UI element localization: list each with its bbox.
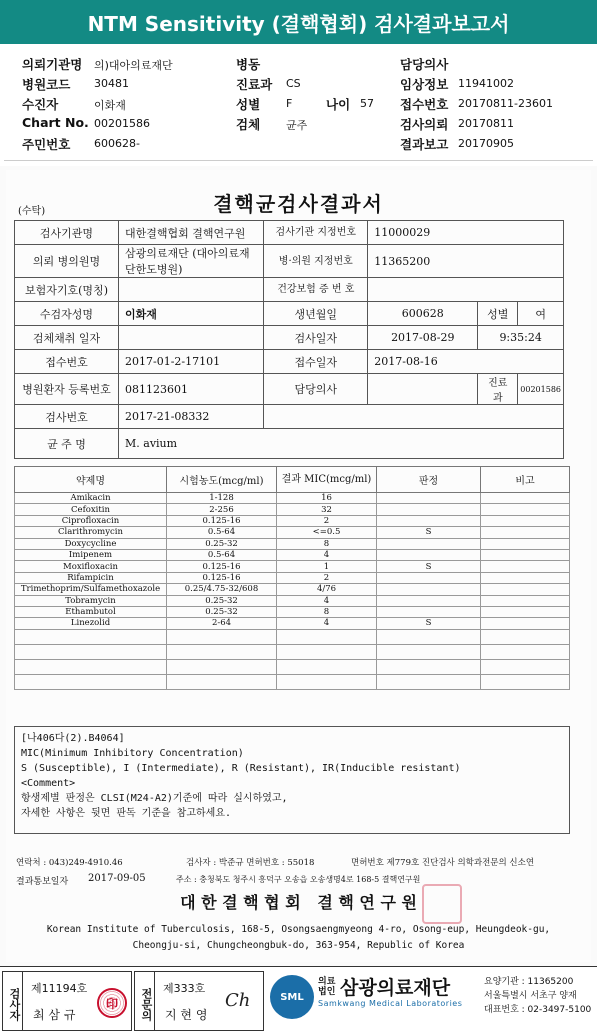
drug-range: 0.25/4.75-32/608 [167, 584, 277, 595]
test-no-value: 2017-21-08332 [119, 405, 264, 429]
drug-judgment [377, 515, 481, 526]
drug-cell-empty [481, 659, 570, 674]
note-mic: MIC(Minimum Inhibitory Concentration) [21, 748, 244, 759]
institute-seal-icon [422, 884, 462, 924]
strain-label: 균 주 명 [15, 429, 119, 459]
drug-name: Clarithromycin [15, 527, 167, 538]
drug-remark [481, 538, 570, 549]
reg-no-label: 병원환자 등록번호 [15, 374, 119, 405]
logo-name: 삼광의료재단 [340, 977, 451, 999]
report-paper [6, 170, 591, 962]
drug-mic: 4 [277, 549, 377, 560]
drug-mic: 2 [277, 572, 377, 583]
drug-row [15, 606, 570, 617]
label-clinical: 임상정보 [400, 77, 449, 92]
info-table [14, 220, 564, 459]
hospital-value: 삼광의료재단 (대아의료재단한도병원) [119, 245, 264, 278]
strain-value: M. avium [119, 429, 564, 459]
drug-cell-empty [277, 644, 377, 659]
drug-row [15, 595, 570, 606]
drug-name: Ethambutol [15, 606, 167, 617]
drug-cell-empty [15, 674, 167, 689]
drug-remark [481, 561, 570, 572]
drug-range: 2-64 [167, 618, 277, 629]
note-clsi: 항생제별 판정은 CLSI(M24-A2)기준에 따라 실시하였고, [21, 793, 288, 804]
drug-judgment [377, 572, 481, 583]
sml-logo-icon [270, 975, 314, 1019]
label-resident-no: 주민번호 [22, 137, 71, 152]
corner-label: (수탁) [18, 206, 46, 217]
sml-logo-text: SML [280, 991, 304, 1003]
drug-mic: 4 [277, 595, 377, 606]
inspector: 검사자 : 박준규 면허번호 : 55018 [186, 858, 315, 868]
insured-label: 보험자기호(명칭) [15, 278, 119, 302]
drug-name: Trimethoprim/Sulfamethoxazole [15, 584, 167, 595]
drug-header-range: 시험농도(mcg/ml) [167, 467, 277, 493]
value-resident-no: 600628- [94, 137, 140, 150]
drug-name: Cefoxitin [15, 504, 167, 515]
drug-judgment [377, 606, 481, 617]
drug-header-remark: 비고 [481, 467, 570, 493]
report-title: NTM Sensitivity (결핵협회) 검사결과보고서 [87, 11, 510, 36]
tester-no: 제11194호 [31, 982, 88, 995]
test-no-blank [264, 405, 564, 429]
report-date-label: 결과통보일자 [16, 877, 69, 887]
drug-header-name: 약제명 [15, 467, 167, 493]
agency-value: 대한결핵협회 결핵연구원 [119, 221, 264, 245]
health-value [368, 278, 564, 302]
label-dept: 진료과 [236, 77, 273, 92]
label-hospital-code: 병원코드 [22, 77, 71, 92]
drug-cell-empty [277, 659, 377, 674]
drug-row [15, 549, 570, 560]
tester-seal-text: 印 [105, 996, 118, 1011]
drug-judgment: S [377, 618, 481, 629]
tester-name: 최 삼 규 [33, 1008, 76, 1022]
sex-value: 여 [518, 302, 564, 326]
drug-row [15, 572, 570, 583]
drug-row [15, 618, 570, 629]
lab-address: 서울특별시 서초구 양재 [484, 991, 577, 1001]
drug-remark [481, 527, 570, 538]
receipt-no-value: 2017-01-2-17101 [119, 350, 264, 374]
agency-no-label: 검사기관 지정번호 [264, 221, 368, 245]
drug-name: Moxifloxacin [15, 561, 167, 572]
dept-value: 00201586 [518, 374, 564, 405]
value-agency: 의)대아의료재단 [94, 59, 173, 72]
drug-judgment: S [377, 561, 481, 572]
receipt-date-label: 접수일자 [264, 350, 368, 374]
drug-cell-empty [377, 674, 481, 689]
dob-label: 생년월일 [264, 302, 368, 326]
reg-no-value: 081123601 [119, 374, 264, 405]
value-chart-no: 00201586 [94, 117, 150, 130]
drug-judgment [377, 493, 481, 504]
drug-remark [481, 606, 570, 617]
drug-mic: 8 [277, 538, 377, 549]
dept-label: 진료과 [478, 374, 518, 405]
drug-name: Ciprofloxacin [15, 515, 167, 526]
insured-value [119, 278, 264, 302]
value-request: 20170811 [458, 117, 514, 130]
tester-label: 검사자 [3, 972, 23, 1030]
value-sex: F [286, 97, 293, 110]
drug-cell-empty [167, 629, 277, 644]
drug-judgment [377, 538, 481, 549]
label-chart-no: Chart No. [22, 115, 89, 130]
label-age: 나이 [326, 97, 351, 112]
drug-range: 2-256 [167, 504, 277, 515]
drug-cell-empty [481, 644, 570, 659]
drug-cell-empty [15, 629, 167, 644]
drug-name: Amikacin [15, 493, 167, 504]
test-date-label: 검사일자 [264, 326, 368, 350]
label-report: 결과보고 [400, 137, 449, 152]
drug-remark [481, 618, 570, 629]
drug-mic: 1 [277, 561, 377, 572]
header-info [0, 50, 597, 154]
drug-mic: 8 [277, 606, 377, 617]
logo-small-text [318, 977, 335, 997]
receipt-no-label: 접수번호 [15, 350, 119, 374]
drug-row [15, 527, 570, 538]
collect-label: 검체채취 일자 [15, 326, 119, 350]
signature-footer [0, 966, 597, 1034]
doctor-value [368, 374, 478, 405]
drug-cell-empty [277, 674, 377, 689]
notes-box [14, 726, 570, 834]
logo-small-1: 의료 [318, 977, 336, 987]
drug-range: 0.25-32 [167, 538, 277, 549]
drug-row-empty [15, 674, 570, 689]
drug-row-empty [15, 644, 570, 659]
drug-range: 0.125-16 [167, 515, 277, 526]
drug-row-empty [15, 629, 570, 644]
drug-cell-empty [15, 659, 167, 674]
drug-mic: 4/76 [277, 584, 377, 595]
report-main-title: 결핵균검사결과서 [213, 192, 384, 216]
label-specimen: 검체 [236, 117, 261, 132]
drug-row [15, 561, 570, 572]
label-ward: 병동 [236, 57, 261, 72]
address-kr: 주소 : 충청북도 청주시 흥덕구 오송읍 오송생명4로 168-5 결핵연구원 [176, 875, 421, 884]
value-age: 57 [360, 97, 374, 110]
drug-name: Doxycycline [15, 538, 167, 549]
test-date-value: 2017-08-29 [368, 326, 478, 350]
drug-judgment: S [377, 527, 481, 538]
value-dept: CS [286, 77, 301, 90]
value-clinical: 11941002 [458, 77, 514, 90]
label-receipt: 접수번호 [400, 97, 449, 112]
receipt-date-value: 2017-08-16 [368, 350, 564, 374]
drug-row [15, 504, 570, 515]
drug-range: 1-128 [167, 493, 277, 504]
value-report: 20170905 [458, 137, 514, 150]
drug-mic: 4 [277, 618, 377, 629]
dob-value: 600628 [368, 302, 478, 326]
specialist-label: 전문의 [135, 972, 155, 1030]
hospital-label: 의뢰 병의원명 [15, 245, 119, 278]
label-request: 검사의뢰 [400, 117, 449, 132]
drug-judgment [377, 549, 481, 560]
header-divider [4, 160, 593, 161]
drug-cell-empty [481, 629, 570, 644]
sex-label: 성별 [478, 302, 518, 326]
institute-en-line2: Cheongju-si, Chungcheongbuk-do, 363-954, Republic of Korea [132, 940, 465, 951]
drug-remark [481, 595, 570, 606]
lab-contact [484, 975, 591, 1017]
drug-header-mic: 결과 MIC(mcg/ml) [277, 467, 377, 493]
institute-kr: 대 한 결 핵 협 회 결 핵 연 구 원 [180, 893, 417, 912]
hospital-no-label: 병·의원 지정번호 [264, 245, 368, 278]
drug-row-empty [15, 659, 570, 674]
drug-cell-empty [15, 644, 167, 659]
drug-table [14, 466, 570, 690]
drug-row [15, 584, 570, 595]
drug-cell-empty [167, 644, 277, 659]
drug-remark [481, 549, 570, 560]
drug-cell-empty [167, 674, 277, 689]
drug-range: 0.25-32 [167, 595, 277, 606]
drug-cell-empty [377, 659, 481, 674]
drug-judgment [377, 504, 481, 515]
lab-code: 요양기관 : 11365200 [484, 977, 574, 987]
report-title-bar [0, 0, 597, 44]
drug-cell-empty [377, 629, 481, 644]
drug-remark [481, 572, 570, 583]
tester-box [2, 971, 132, 1031]
label-sex: 성별 [236, 97, 261, 112]
lab-phone: 대표번호 : 02-3497-5100 [484, 1005, 592, 1015]
patient-label: 수검자성명 [15, 302, 119, 326]
drug-row [15, 538, 570, 549]
collect-value [119, 326, 264, 350]
drug-name: Imipenem [15, 549, 167, 560]
tester-seal-icon [97, 988, 127, 1018]
patient-value: 이화재 [119, 302, 264, 326]
doctor-label: 담당의사 [264, 374, 368, 405]
institute-en-line1: Korean Institute of Tuberculosis, 168-5, Osongsaengmyeong 4-ro, Osong-eup, Heungdeok-gu, [46, 924, 551, 935]
drug-table-body [15, 493, 570, 690]
drug-range: 0.5-64 [167, 549, 277, 560]
license: 면허번호 제779호 진단검사 의학과전문의 신소연 [351, 858, 535, 868]
drug-mic: 16 [277, 493, 377, 504]
scanned-report [0, 166, 597, 966]
specialist-no: 제333호 [163, 982, 206, 995]
specialist-name: 지 현 영 [165, 1008, 208, 1022]
value-receipt: 20170811-23601 [458, 97, 553, 110]
logo-en: Samkwang Medical Laboratories [318, 999, 463, 1008]
drug-cell-empty [167, 659, 277, 674]
hospital-no-value: 11365200 [368, 245, 564, 278]
drug-range: 0.125-16 [167, 572, 277, 583]
specialist-box [134, 971, 264, 1031]
drug-cell-empty [481, 674, 570, 689]
report-date: 2017-09-05 [88, 873, 146, 884]
note-legend: S (Susceptible), I (Intermediate), R (Resistant), IR(Inducible resistant) [21, 763, 461, 774]
note-reference: 자세한 사항은 뒷면 판독 기준을 참고하세요. [21, 808, 232, 819]
drug-name: Linezolid [15, 618, 167, 629]
agency-no-value: 11000029 [368, 221, 564, 245]
note-code: [나406다(2).B4064] [21, 733, 125, 744]
drug-judgment [377, 595, 481, 606]
test-time-value: 9:35:24 [478, 326, 564, 350]
drug-range: 0.25-32 [167, 606, 277, 617]
value-patient: 이화재 [94, 99, 126, 112]
value-hospital-code: 30481 [94, 77, 129, 90]
drug-header-judgment: 판정 [377, 467, 481, 493]
test-no-label: 검사번호 [15, 405, 119, 429]
drug-mic: 2 [277, 515, 377, 526]
note-comment: <Comment> [21, 778, 76, 789]
specialist-signature: Ch [225, 990, 251, 1011]
drug-mic: <=0.5 [277, 527, 377, 538]
drug-remark [481, 493, 570, 504]
drug-range: 0.5-64 [167, 527, 277, 538]
value-specimen: 균주 [286, 119, 308, 132]
label-agency: 의뢰기관명 [22, 57, 83, 72]
label-doctor: 담당의사 [400, 57, 449, 72]
drug-remark [481, 515, 570, 526]
drug-judgment [377, 584, 481, 595]
drug-name: Rifampicin [15, 572, 167, 583]
drug-row [15, 515, 570, 526]
contact: 연락처 : 043)249-4910.46 [16, 858, 123, 868]
drug-name: Tobramycin [15, 595, 167, 606]
drug-remark [481, 584, 570, 595]
drug-remark [481, 504, 570, 515]
drug-mic: 32 [277, 504, 377, 515]
health-label: 건강보험 증 번 호 [264, 278, 368, 302]
drug-range: 0.125-16 [167, 561, 277, 572]
logo-small-2: 법인 [318, 987, 336, 997]
drug-cell-empty [277, 629, 377, 644]
agency-label: 검사기관명 [15, 221, 119, 245]
drug-row [15, 493, 570, 504]
drug-cell-empty [377, 644, 481, 659]
label-patient: 수진자 [22, 97, 59, 112]
